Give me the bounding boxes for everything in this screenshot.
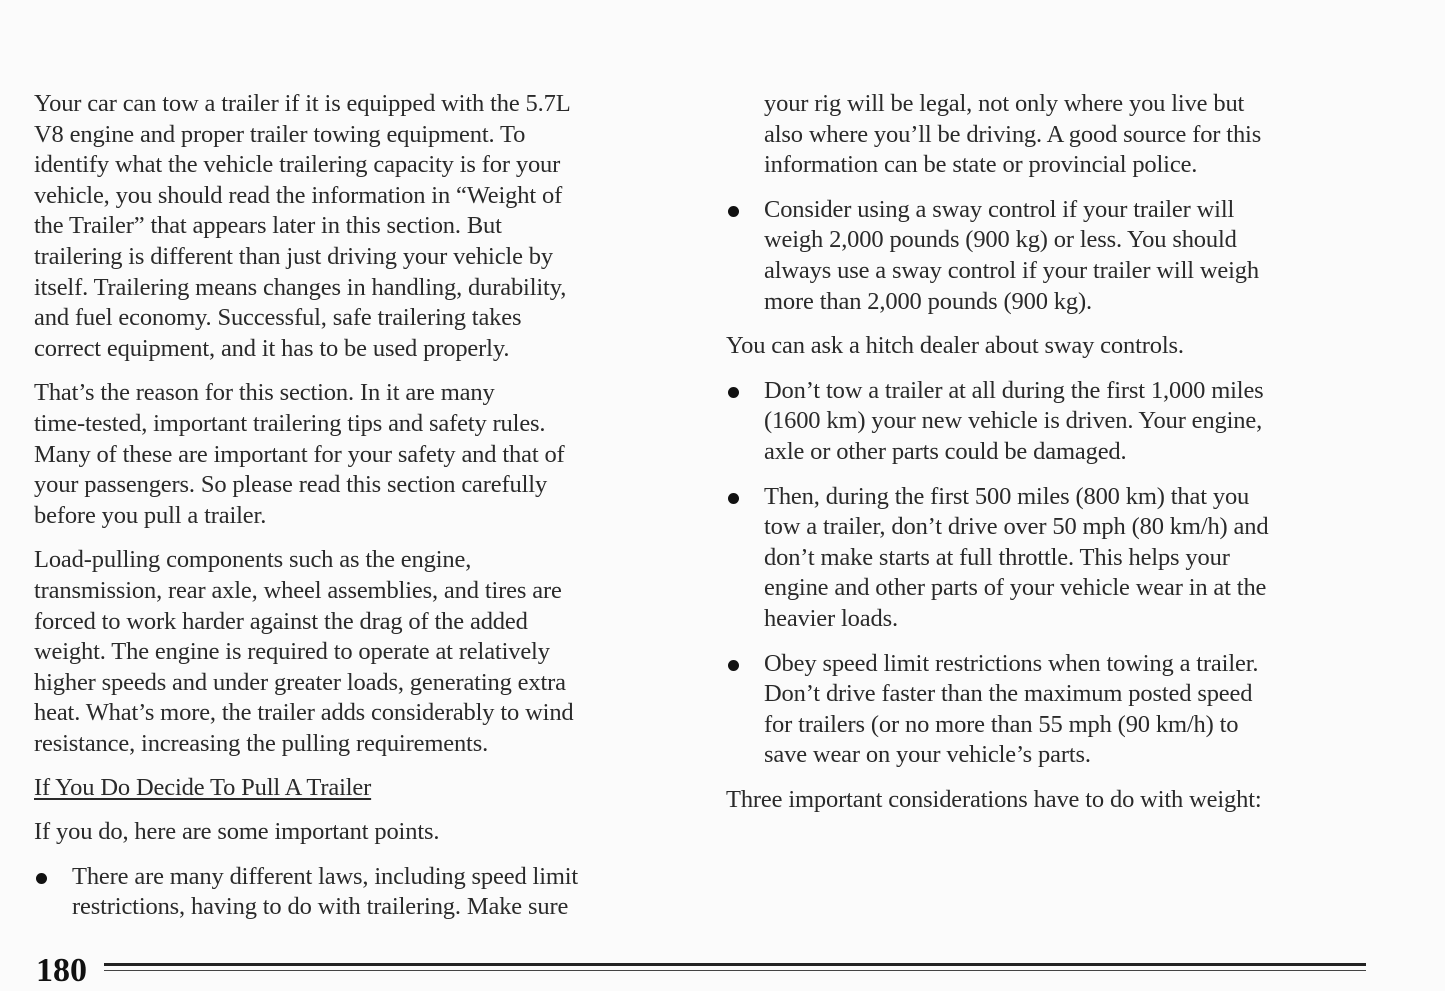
section-heading: If You Do Decide To Pull A Trailer — [34, 774, 372, 802]
section-purpose-paragraph: That’s the reason for this section. In it are many time-tested, important trailering tips and safety rules. Many of these are important for your safety and that of your passengers. So please read this section carefully before you pull a trailer. — [34, 379, 565, 529]
weight-considerations-paragraph: Three important considerations have to do with weight: — [726, 785, 1262, 813]
footer-rule — [104, 963, 1366, 966]
list-item: Obey speed limit restrictions when towing a trailer. Don’t drive faster than the maximum posted speed for trailers (or no more than 55 mph (90 km/h) to save wear on your vehicle’s parts. — [726, 649, 1376, 771]
list-item: Consider using a sway control if your trailer will weigh 2,000 pounds (900 kg) or less. You should always use a sway control if your trailer will weigh more than 2,000 pounds (900 kg). — [726, 195, 1376, 317]
list-item-continuation: your rig will be legal, not only where you live but also where you’ll be driving. A good source for this information can be state or provincial police. — [764, 90, 1262, 179]
bullet-icon — [728, 660, 739, 671]
bullet-icon — [728, 206, 739, 217]
page-number: 180 — [36, 952, 87, 989]
footer-rule-thin — [104, 970, 1366, 971]
list-item: Then, during the first 500 miles (800 km) that you tow a trailer, don’t drive over 50 mph (80 km/h) and don’t make starts at full throttle. This helps your engine and other parts of your vehicle wear in at the heavier loads. — [726, 482, 1376, 635]
important-points-paragraph: If you do, here are some important points. — [34, 818, 440, 846]
intro-paragraph: Your car can tow a trailer if it is equipped with the 5.7L V8 engine and proper trailer towing equipment. To identify what the vehicle trailering capacity is for your vehicle, you should read the information in “Weight of the Trailer” that appears later in this section. But trailering is different than just driving your vehicle by itself. Trailering means changes in handling, durability, and fuel economy. Successful, safe trailering takes correct equipment, and it has to be used properly. — [34, 90, 571, 362]
sway-control-paragraph: You can ask a hitch dealer about sway controls. — [726, 332, 1184, 360]
left-column — [34, 89, 684, 937]
right-column — [726, 89, 1376, 829]
load-pulling-paragraph: Load-pulling components such as the engine, transmission, rear axle, wheel assemblies, and tires are forced to work harder against the drag of the added weight. The engine is required to operate at relatively higher speeds and under greater loads, generating extra heat. What’s more, the trailer adds considerably to wind resistance, increasing the pulling requirements. — [34, 546, 574, 757]
list-item: Don’t tow a trailer at all during the first 1,000 miles (1600 km) your new vehicle is driven. Your engine, axle or other parts could be damaged. — [726, 376, 1376, 468]
page-footer — [36, 951, 1366, 991]
bullet-icon — [728, 493, 739, 504]
list-item: There are many different laws, including speed limit restrictions, having to do with trailering. Make sure — [34, 862, 684, 923]
bullet-icon — [36, 873, 47, 884]
bullet-icon — [728, 387, 739, 398]
